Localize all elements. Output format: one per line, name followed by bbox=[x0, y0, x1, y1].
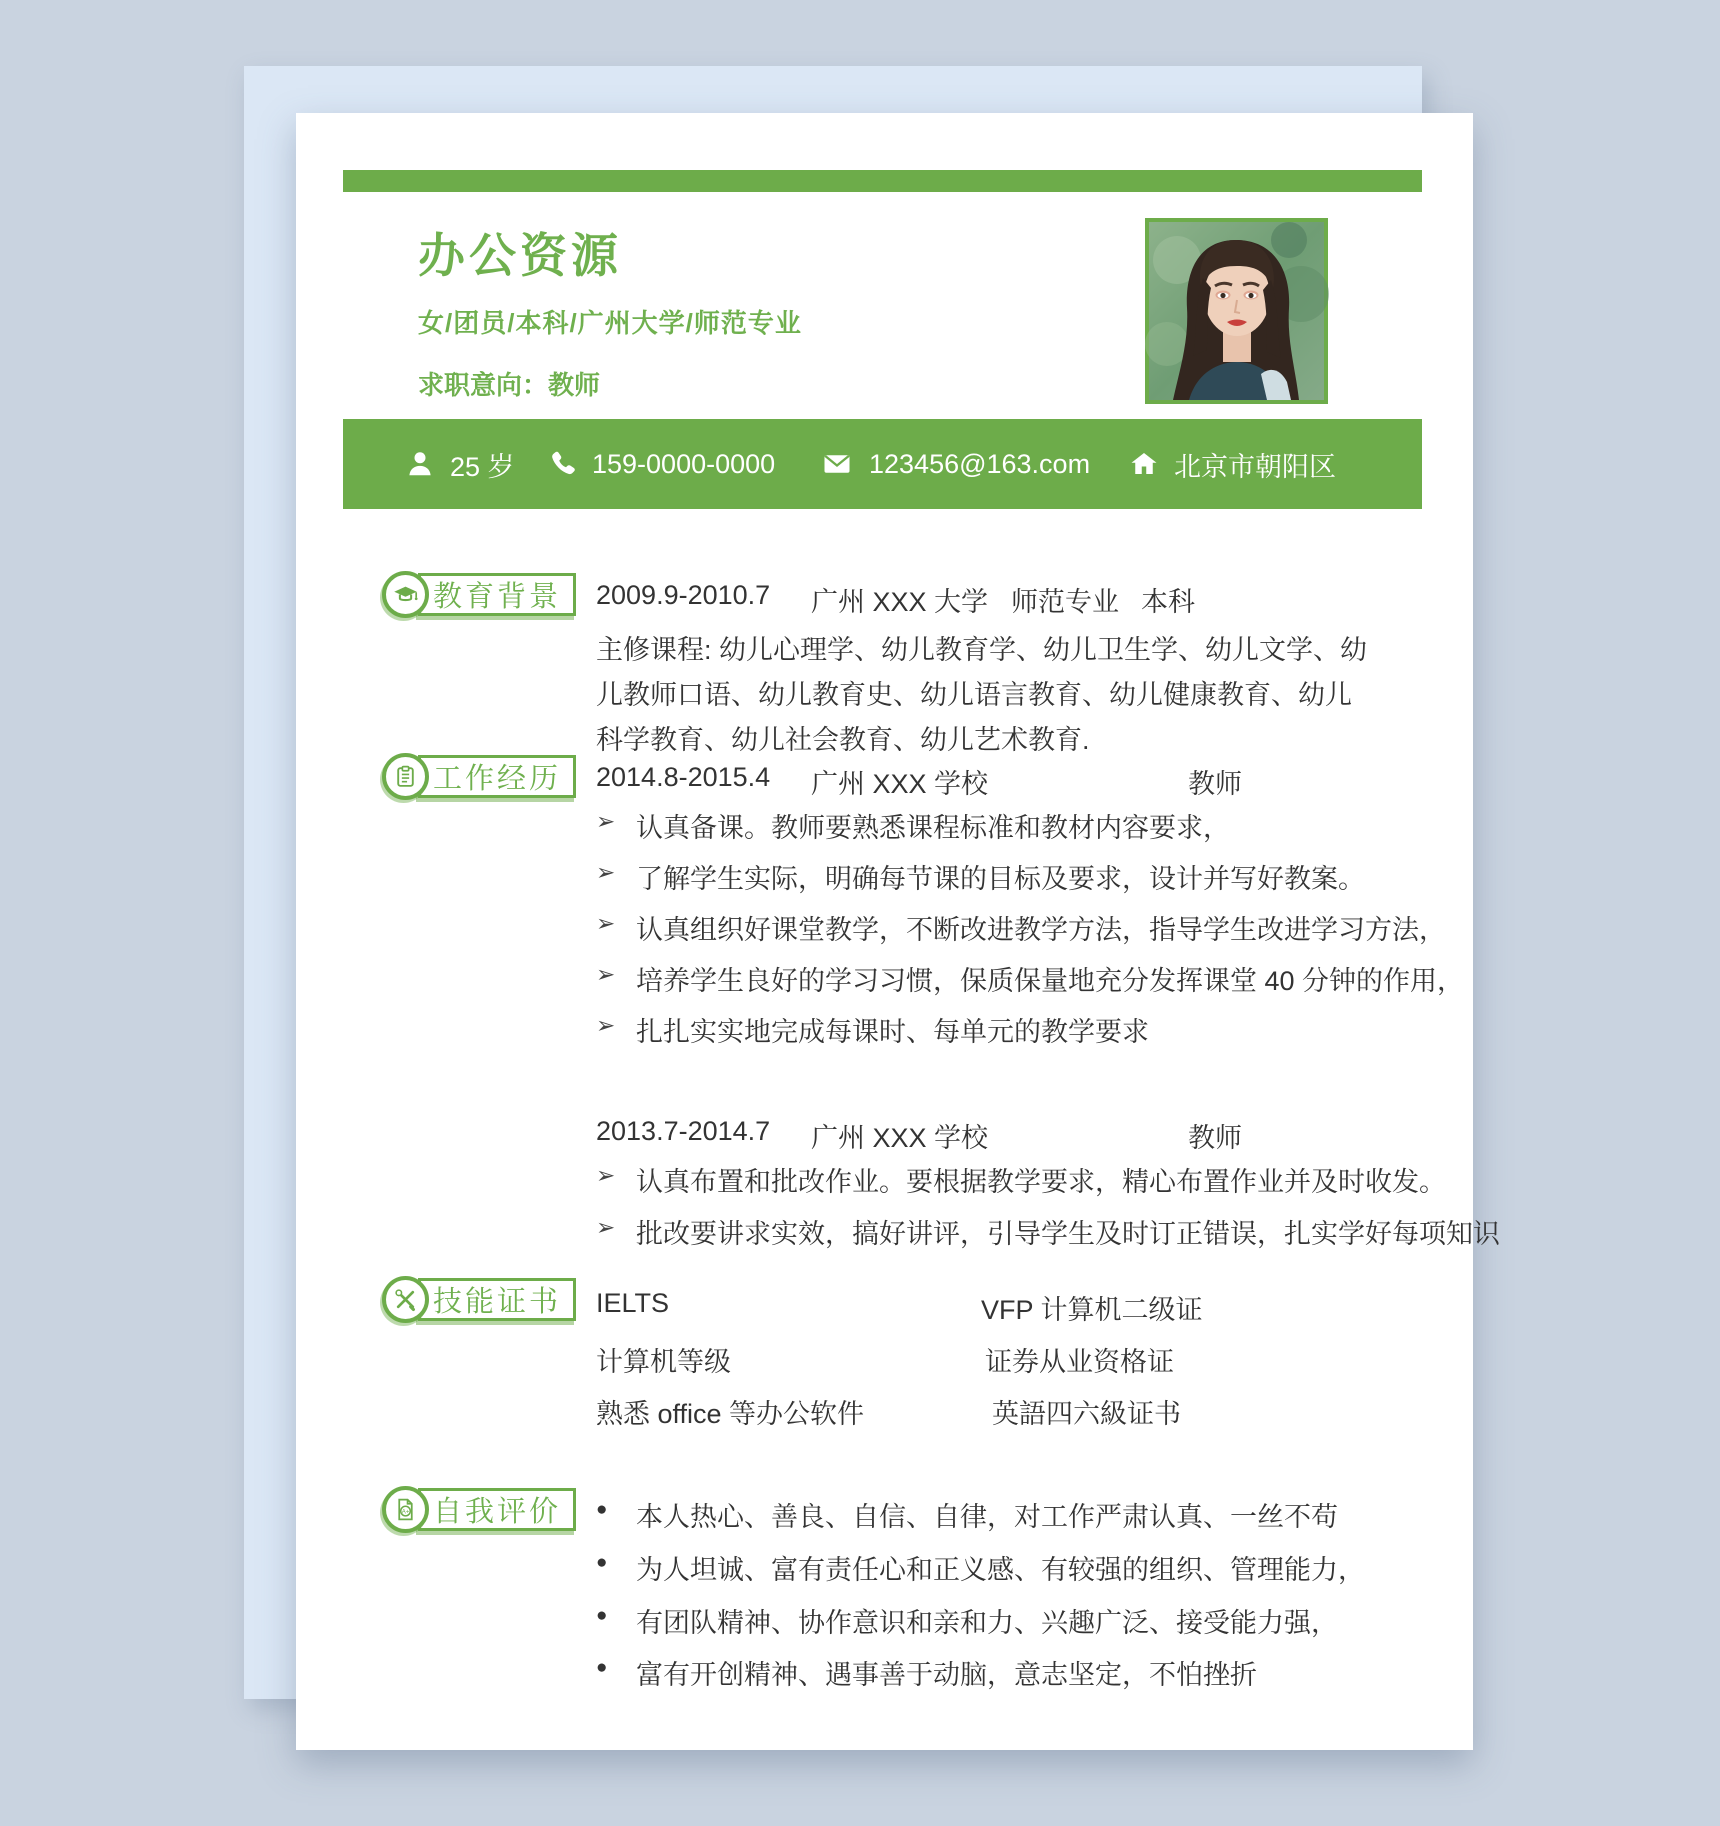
job2-bullet-clipped bbox=[596, 1212, 1500, 1249]
envelope-icon bbox=[820, 449, 854, 479]
bullet-text: 了解学生实际，明确每节课的目标及要求，设计并写好教案。 bbox=[636, 864, 1365, 894]
job1-bullet bbox=[596, 908, 1446, 945]
home-icon bbox=[1129, 449, 1159, 479]
age-value: 25 岁 bbox=[450, 451, 515, 482]
section-title-evaluation: 自我评价 bbox=[418, 1488, 576, 1531]
arrow-bullet-icon: ➢ bbox=[596, 1162, 616, 1188]
address-value: 北京市朝阳区 bbox=[1174, 451, 1336, 482]
bullet-text: 富有开创精神、遇事善于动脑，意志坚定，不怕挫折 bbox=[636, 1660, 1257, 1690]
education-icon-circle bbox=[382, 571, 429, 618]
contact-address bbox=[1129, 419, 1336, 509]
job1-role: 教师 bbox=[1188, 769, 1242, 799]
job1-bullet bbox=[596, 959, 1465, 996]
document-grade-icon bbox=[393, 1497, 418, 1522]
edu-degree: 本科 bbox=[1141, 587, 1195, 617]
candidate-name: 办公资源 bbox=[418, 229, 622, 282]
edu-period: 2009.9-2010.7 bbox=[596, 580, 771, 610]
job1-bullet bbox=[596, 857, 1396, 894]
phone-icon bbox=[547, 449, 577, 479]
person-icon bbox=[405, 449, 435, 479]
skill-item: 熟悉 office 等办公软件 bbox=[596, 1399, 865, 1429]
bullet-text: 培养学生良好的学习习惯，保质保量地充分发挥课堂 40 分钟的作用， bbox=[636, 966, 1465, 996]
job2-role: 教师 bbox=[1188, 1123, 1242, 1153]
graduation-cap-icon bbox=[392, 581, 419, 608]
skill-item: VFP 计算机二级证 bbox=[981, 1295, 1203, 1325]
section-title-skills: 技能证书 bbox=[418, 1278, 576, 1321]
profile-photo bbox=[1145, 218, 1328, 404]
clipboard-icon bbox=[393, 764, 418, 789]
resume-page bbox=[296, 113, 1500, 1750]
skill-item: 计算机等级 bbox=[596, 1347, 731, 1377]
arrow-bullet-icon: ➢ bbox=[596, 808, 616, 834]
evaluation-bullet-clipped bbox=[596, 1653, 1396, 1690]
job2-bullet bbox=[596, 1160, 1446, 1197]
bullet-text: 认真布置和批改作业。要根据教学要求，精心布置作业并及时收发。 bbox=[636, 1167, 1446, 1197]
portrait-illustration bbox=[1149, 222, 1324, 400]
job1-bullet bbox=[596, 1010, 1396, 1047]
contact-bar bbox=[343, 419, 1422, 509]
top-accent-bar bbox=[343, 170, 1422, 192]
skill-item: 证券从业资格证 bbox=[985, 1347, 1174, 1377]
bullet-text: 本人热心、善良、自信、自律，对工作严肃认真、一丝不苟 bbox=[636, 1502, 1338, 1532]
edu-school: 广州 XXX 大学 bbox=[811, 587, 989, 617]
arrow-bullet-icon: ➢ bbox=[596, 1012, 616, 1038]
arrow-bullet-icon: ➢ bbox=[596, 1214, 616, 1240]
section-title-education: 教育背景 bbox=[418, 573, 576, 616]
job-intent: 求职意向：教师 bbox=[418, 370, 601, 400]
candidate-tagline: 女/团员/本科/广州大学/师范专业 bbox=[418, 308, 802, 338]
phone-value: 159-0000-0000 bbox=[592, 448, 776, 479]
crossed-tools-icon bbox=[393, 1287, 418, 1312]
arrow-bullet-icon: ➢ bbox=[596, 859, 616, 885]
bullet-text: 扎扎实实地完成每课时、每单元的教学要求 bbox=[636, 1017, 1149, 1047]
evaluation-icon-circle bbox=[382, 1486, 429, 1533]
email-value: 123456@163.com bbox=[869, 448, 1091, 479]
bullet-text: 为人坦诚、富有责任心和正义感、有较强的组织、管理能力， bbox=[636, 1555, 1365, 1585]
job2-period: 2013.7-2014.7 bbox=[596, 1116, 771, 1146]
contact-age bbox=[405, 419, 515, 509]
edu-courses: 主修课程: 幼儿心理学、幼儿教育学、幼儿卫生学、幼儿文学、幼儿教师口语、幼儿教育史、幼儿语言教育、幼儿健康教育、幼儿科学教育、幼儿社会教育、幼儿艺术教育. bbox=[596, 635, 1368, 755]
bullet-text: 认真组织好课堂教学，不断改进教学方法，指导学生改进学习方法， bbox=[636, 915, 1446, 945]
work-icon-circle bbox=[382, 753, 429, 800]
evaluation-bullet bbox=[596, 1601, 1396, 1638]
bullet-text: 有团队精神、协作意识和亲和力、兴趣广泛、接受能力强， bbox=[636, 1608, 1338, 1638]
contact-email bbox=[820, 419, 1090, 509]
arrow-bullet-icon: ➢ bbox=[596, 961, 616, 987]
evaluation-bullet bbox=[596, 1495, 1396, 1532]
contact-phone bbox=[547, 419, 775, 509]
bullet-text: 认真备课。教师要熟悉课程标准和教材内容要求， bbox=[636, 813, 1230, 843]
skill-item: IELTS bbox=[596, 1288, 670, 1318]
skills-icon-circle bbox=[382, 1276, 429, 1323]
section-title-work: 工作经历 bbox=[418, 755, 576, 798]
dot-bullet-icon: ● bbox=[596, 1657, 608, 1678]
skill-item: 英語四六級证书 bbox=[992, 1399, 1181, 1429]
bullet-text: 批改要讲求实效，搞好讲评，引导学生及时订正错误，扎实学好每项知识 bbox=[636, 1219, 1500, 1249]
job1-company: 广州 XXX 学校 bbox=[811, 769, 989, 799]
a-plus-label: A+ bbox=[401, 1509, 410, 1516]
arrow-bullet-icon: ➢ bbox=[596, 910, 616, 936]
dot-bullet-icon: ● bbox=[596, 1605, 608, 1626]
job1-period: 2014.8-2015.4 bbox=[596, 762, 771, 792]
dot-bullet-icon: ● bbox=[596, 1499, 608, 1520]
dot-bullet-icon: ● bbox=[596, 1552, 608, 1573]
job2-company: 广州 XXX 学校 bbox=[811, 1123, 989, 1153]
edu-major: 师范专业 bbox=[1011, 587, 1119, 617]
job1-bullet bbox=[596, 806, 1396, 843]
evaluation-bullet bbox=[596, 1548, 1396, 1585]
